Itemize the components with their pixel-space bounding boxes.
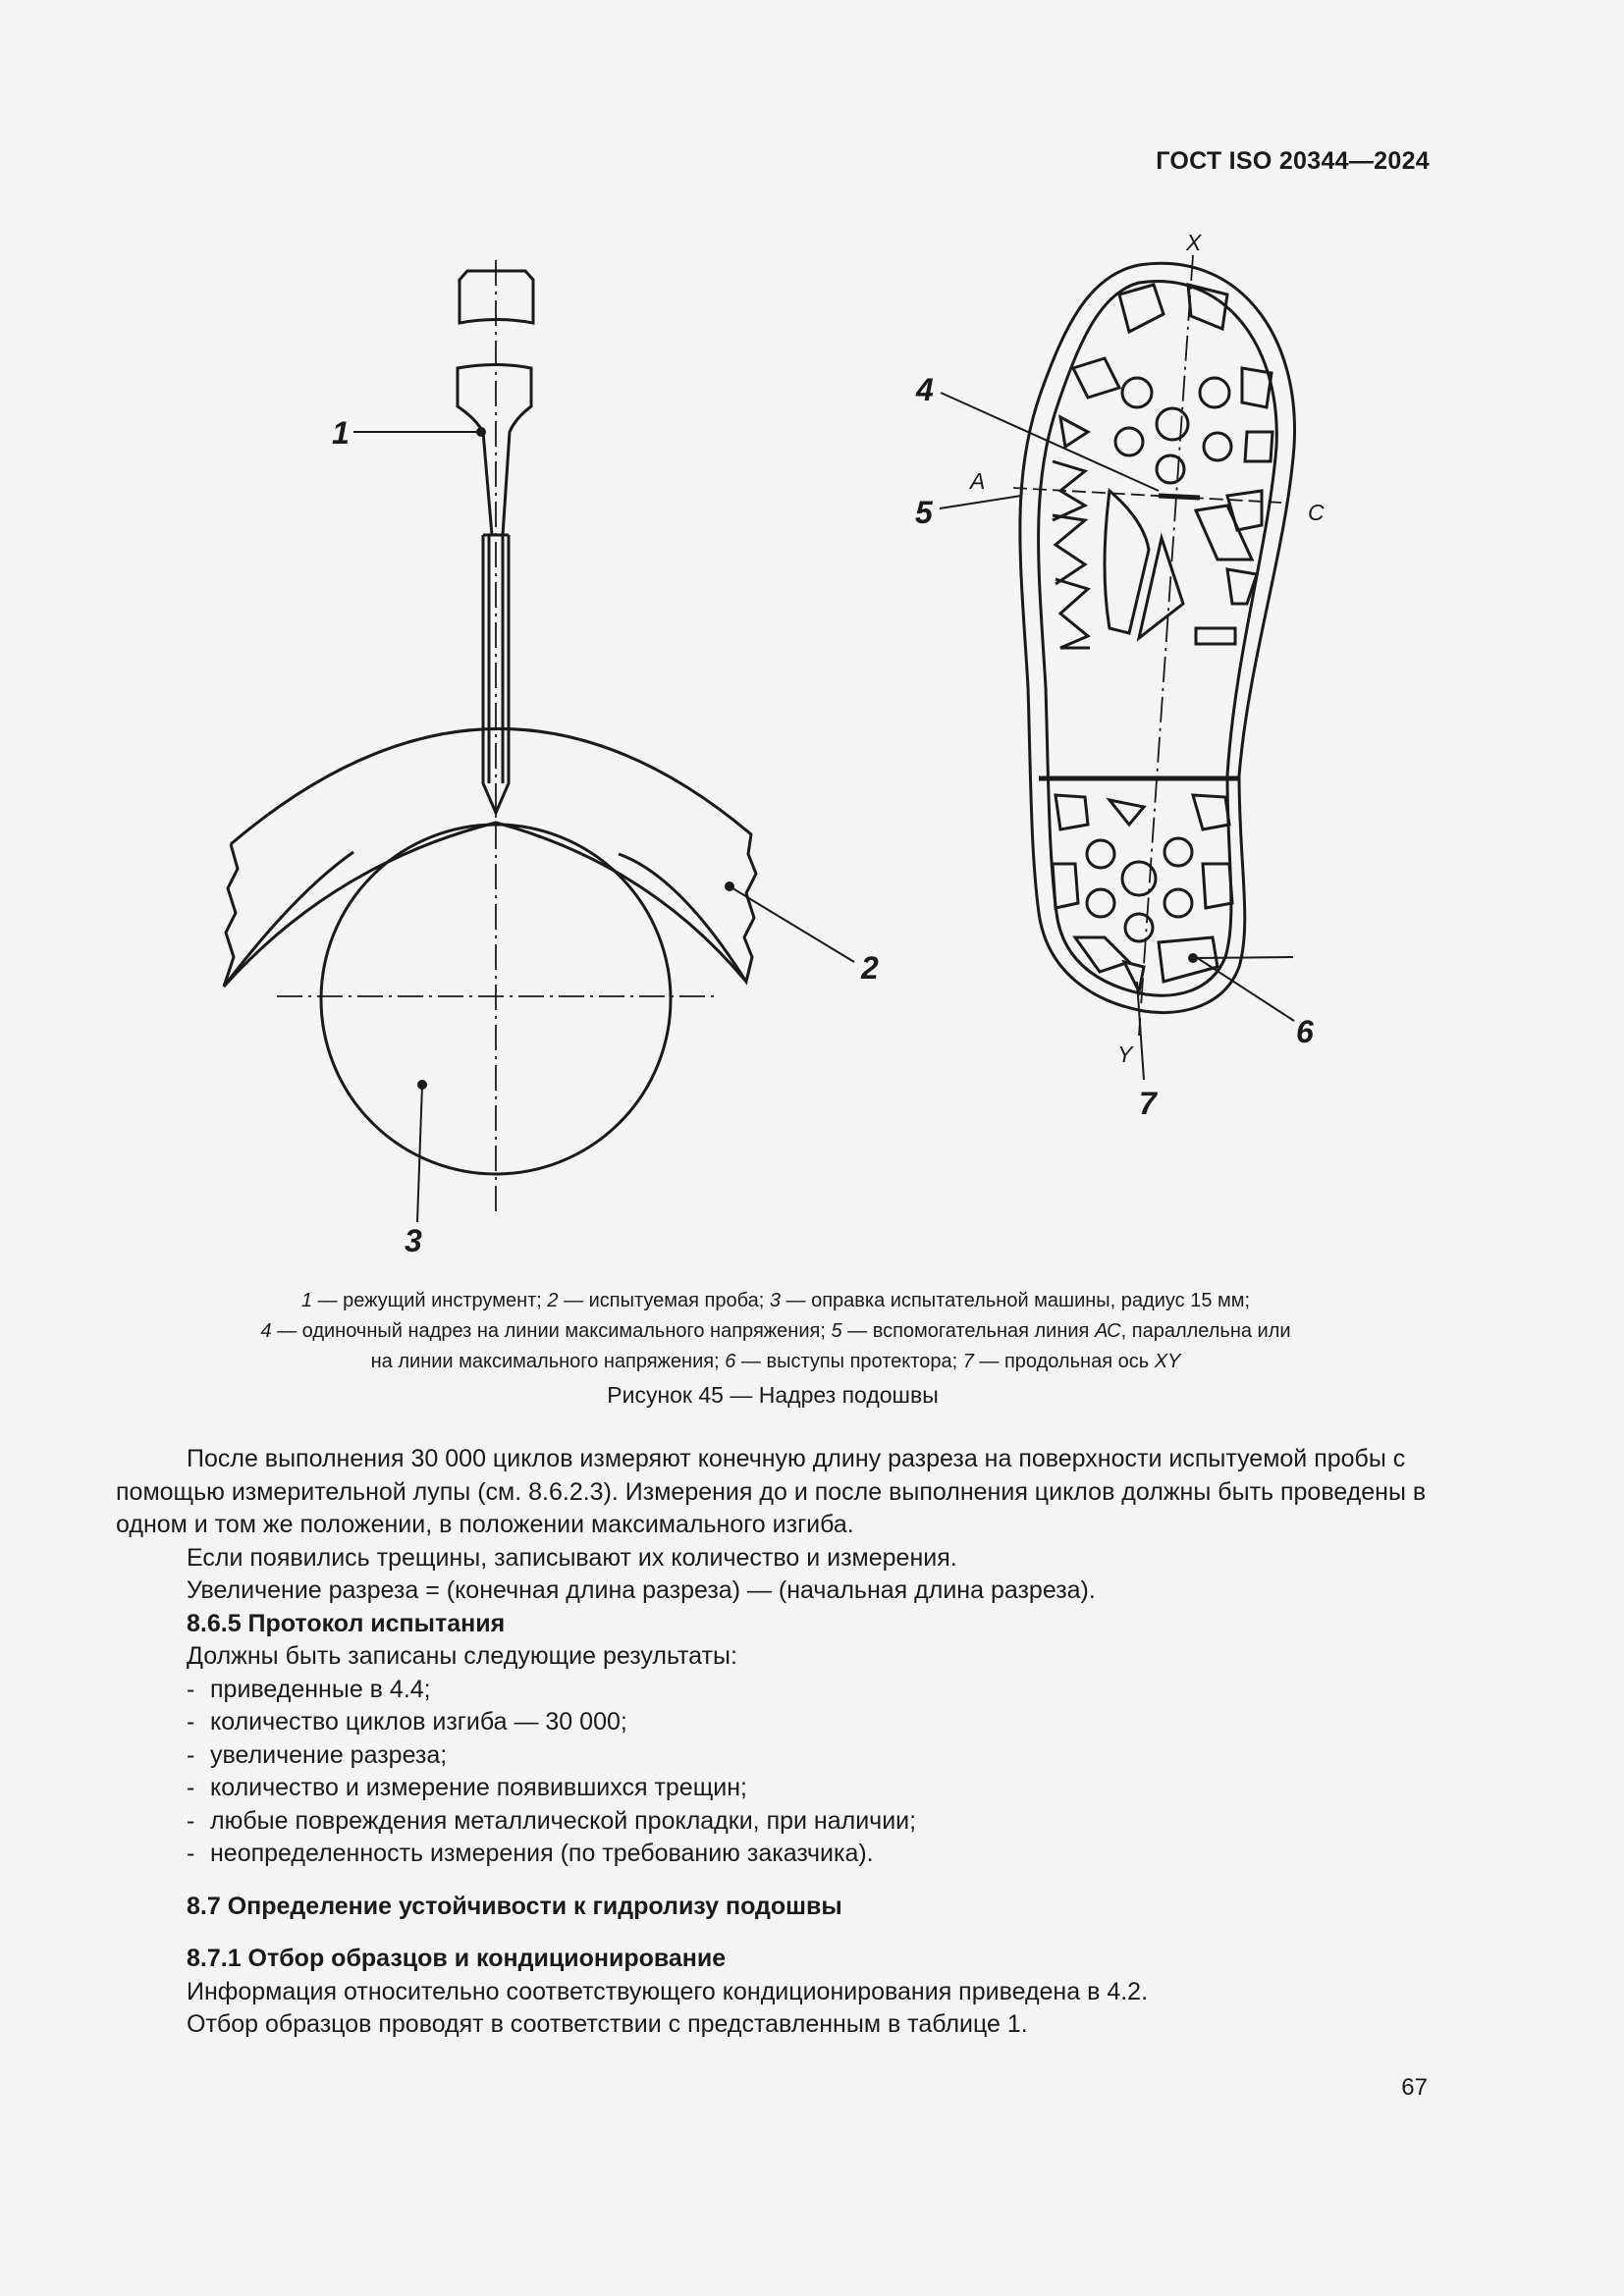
bullet-dash: - xyxy=(187,1740,195,1769)
legend-ac: АС xyxy=(1094,1320,1121,1342)
label-1: 1 xyxy=(332,415,350,451)
list-item-text: неопределенность измерения (по требованию заказчика). xyxy=(210,1840,874,1867)
legend-num-6: 6 xyxy=(725,1351,736,1372)
legend-num-2: 2 xyxy=(547,1290,559,1311)
figure-caption: Рисунок 45 — Надрез подошвы xyxy=(607,1382,939,1408)
label-6: 6 xyxy=(1296,1014,1314,1049)
legend-text: — оправка испытательной машины, радиус 15 мм; xyxy=(780,1290,1251,1311)
legend-text: — одиночный надрез на линии максимального напряжения; xyxy=(271,1320,832,1342)
label-y: Y xyxy=(1117,1041,1133,1067)
figure-legend xyxy=(147,1286,1404,1377)
section-heading-8-7-1: 8.7.1 Отбор образцов и кондиционирование xyxy=(187,1945,727,1972)
list-item-text: количество и измерение появившихся трещин; xyxy=(210,1774,747,1801)
label-4: 4 xyxy=(916,372,934,407)
list-item-text: количество циклов изгиба — 30 000; xyxy=(210,1708,627,1735)
bullet-dash: - xyxy=(187,1675,195,1703)
document-header: ГОСТ ISO 20344—2024 xyxy=(1156,147,1430,175)
legend-text: — продольная ось xyxy=(973,1351,1155,1372)
legend-text: — режущий инструмент; xyxy=(312,1290,548,1311)
label-c: C xyxy=(1308,500,1325,525)
legend-text: на линии максимального напряжения; xyxy=(370,1351,726,1372)
paragraph: Должны быть записаны следующие результаты: xyxy=(187,1642,737,1670)
list-item xyxy=(116,1739,1432,1773)
axis-xy xyxy=(1139,255,1193,1036)
label-a: A xyxy=(970,468,986,494)
legend-text: — вспомогательная линия xyxy=(841,1320,1095,1342)
legend-line-3 xyxy=(147,1347,1404,1377)
legend-num-7: 7 xyxy=(962,1351,974,1372)
paragraph: После выполнения 30 000 циклов измеряют конечную длину разреза на поверхности испытуемой пробы с помощью измерительной лупы (см. 8.6.2.3). Измерения до и после выполнения циклов должны быть проведены в одном и том же положении, в положении максимального изгиба. xyxy=(116,1445,1427,1538)
cutting-tool-drawing xyxy=(224,271,756,1174)
legend-num-5: 5 xyxy=(831,1320,842,1342)
label-5: 5 xyxy=(915,495,933,530)
bullet-dash: - xyxy=(187,1806,195,1835)
list-item xyxy=(116,1772,1432,1805)
sole-drawing xyxy=(1020,263,1295,1012)
list-item-text: приведенные в 4.4; xyxy=(210,1675,431,1703)
section-heading-8-6-5: 8.6.5 Протокол испытания xyxy=(187,1609,506,1637)
label-x: X xyxy=(1186,230,1202,255)
list-item xyxy=(116,1838,1432,1871)
label-2: 2 xyxy=(861,950,879,986)
legend-text: , параллельна или xyxy=(1120,1320,1291,1342)
bullet-dash: - xyxy=(187,1840,195,1867)
legend-xy: XY xyxy=(1154,1351,1181,1372)
paragraph: Отбор образцов проводят в соответствии с представленным в таблице 1. xyxy=(187,2010,1028,2038)
list-item xyxy=(116,1805,1432,1839)
legend-line-2 xyxy=(147,1316,1404,1347)
legend-text: — испытуемая проба; xyxy=(558,1290,770,1311)
list-item xyxy=(116,1674,1432,1707)
paragraph: Информация относительно соответствующего кондиционирования приведена в 4.2. xyxy=(187,1977,1149,2005)
label-7: 7 xyxy=(1139,1086,1157,1121)
bullet-dash: - xyxy=(187,1774,195,1801)
paragraph: Увеличение разреза = (конечная длина разреза) — (начальная длина разреза). xyxy=(187,1576,1096,1604)
body-text xyxy=(116,1443,1432,2042)
list-item-text: увеличение разреза; xyxy=(210,1740,448,1769)
list-item xyxy=(116,1706,1432,1739)
legend-num-1: 1 xyxy=(300,1290,313,1311)
list-item-text: любые повреждения металлической прокладки, при наличии; xyxy=(210,1806,917,1835)
legend-text: — выступы протектора; xyxy=(735,1351,963,1372)
section-heading-8-7: 8.7 Определение устойчивости к гидролизу подошвы xyxy=(187,1892,842,1920)
label-3: 3 xyxy=(405,1223,422,1258)
legend-num-3: 3 xyxy=(769,1290,781,1311)
legend-line-1 xyxy=(147,1286,1404,1316)
axis-lines xyxy=(277,260,717,1212)
legend-num-4: 4 xyxy=(260,1320,272,1342)
paragraph: Если появились трещины, записывают их количество и измерения. xyxy=(187,1543,957,1572)
bullet-dash: - xyxy=(187,1708,195,1735)
notch-line xyxy=(1159,496,1200,498)
page-number: 67 xyxy=(1401,2074,1428,2101)
